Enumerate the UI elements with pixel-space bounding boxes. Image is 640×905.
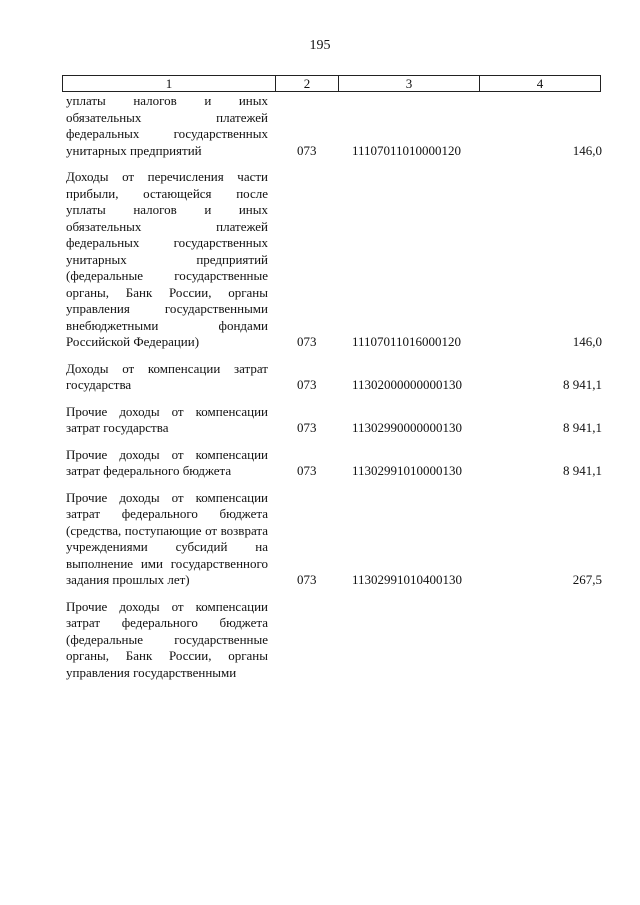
row-amount: 8 941,1: [563, 463, 602, 478]
row-admin-code: 073: [297, 334, 317, 349]
row-admin-code: 073: [297, 142, 317, 158]
row-amount: 146,0: [572, 334, 602, 349]
row-description: Прочие доходы от компенсации затрат государства: [66, 403, 268, 435]
table-row: [0, 169, 640, 351]
header-col-2: 2: [275, 76, 338, 91]
header-col-1: 1: [165, 76, 173, 91]
row-description: Прочие доходы от компенсации затрат федерального бюджета (федеральные государственные органы, Банк России, органы управления государственными: [66, 598, 268, 680]
row-description: уплаты налогов и иных обязательных платежей федеральных государственных унитарных предприятий: [66, 93, 268, 158]
row-description: Доходы от компенсации затрат государства: [66, 360, 268, 392]
row-amount: 146,0: [572, 142, 602, 158]
row-description: Прочие доходы от компенсации затрат федерального бюджета: [66, 446, 268, 478]
row-admin-code: 073: [297, 377, 317, 392]
row-admin-code: 073: [297, 420, 317, 435]
row-description: Прочие доходы от компенсации затрат федерального бюджета (средства, поступающие от возврата учреждениями субсидий на выполнение ими государственного задания прошлых лет): [66, 489, 268, 587]
header-col-3: 3: [338, 76, 479, 91]
row-amount: 8 941,1: [563, 377, 602, 392]
row-budget-code: 11107011010000120: [352, 142, 462, 158]
table-header: [62, 75, 601, 92]
table-body: [0, 93, 640, 681]
row-budget-code: 11302990000000130: [352, 420, 463, 435]
page-number: 195: [309, 38, 331, 53]
header-col-4: 4: [479, 76, 600, 91]
table-row: [0, 599, 640, 682]
table-row: [0, 93, 640, 159]
table-row: [0, 361, 640, 394]
row-budget-code: 11302000000000130: [352, 377, 463, 392]
row-budget-code: 11107011016000120: [352, 334, 462, 349]
row-budget-code: 11302991010400130: [352, 572, 463, 587]
row-amount: 8 941,1: [563, 420, 602, 435]
table-row: [0, 490, 640, 589]
row-budget-code: 11302991010000130: [352, 463, 463, 478]
row-amount: 267,5: [572, 572, 602, 587]
row-description: Доходы от перечисления части прибыли, остающейся после уплаты налогов и иных обязательных платежей федеральных государственных унитарных предприятий (федеральные государственные органы, Банк России, органы управления государственными внебюджетными фондами Российской Федерации): [66, 169, 268, 349]
row-admin-code: 073: [297, 463, 317, 478]
table-row: [0, 404, 640, 437]
table-row: [0, 447, 640, 480]
row-admin-code: 073: [297, 572, 317, 587]
